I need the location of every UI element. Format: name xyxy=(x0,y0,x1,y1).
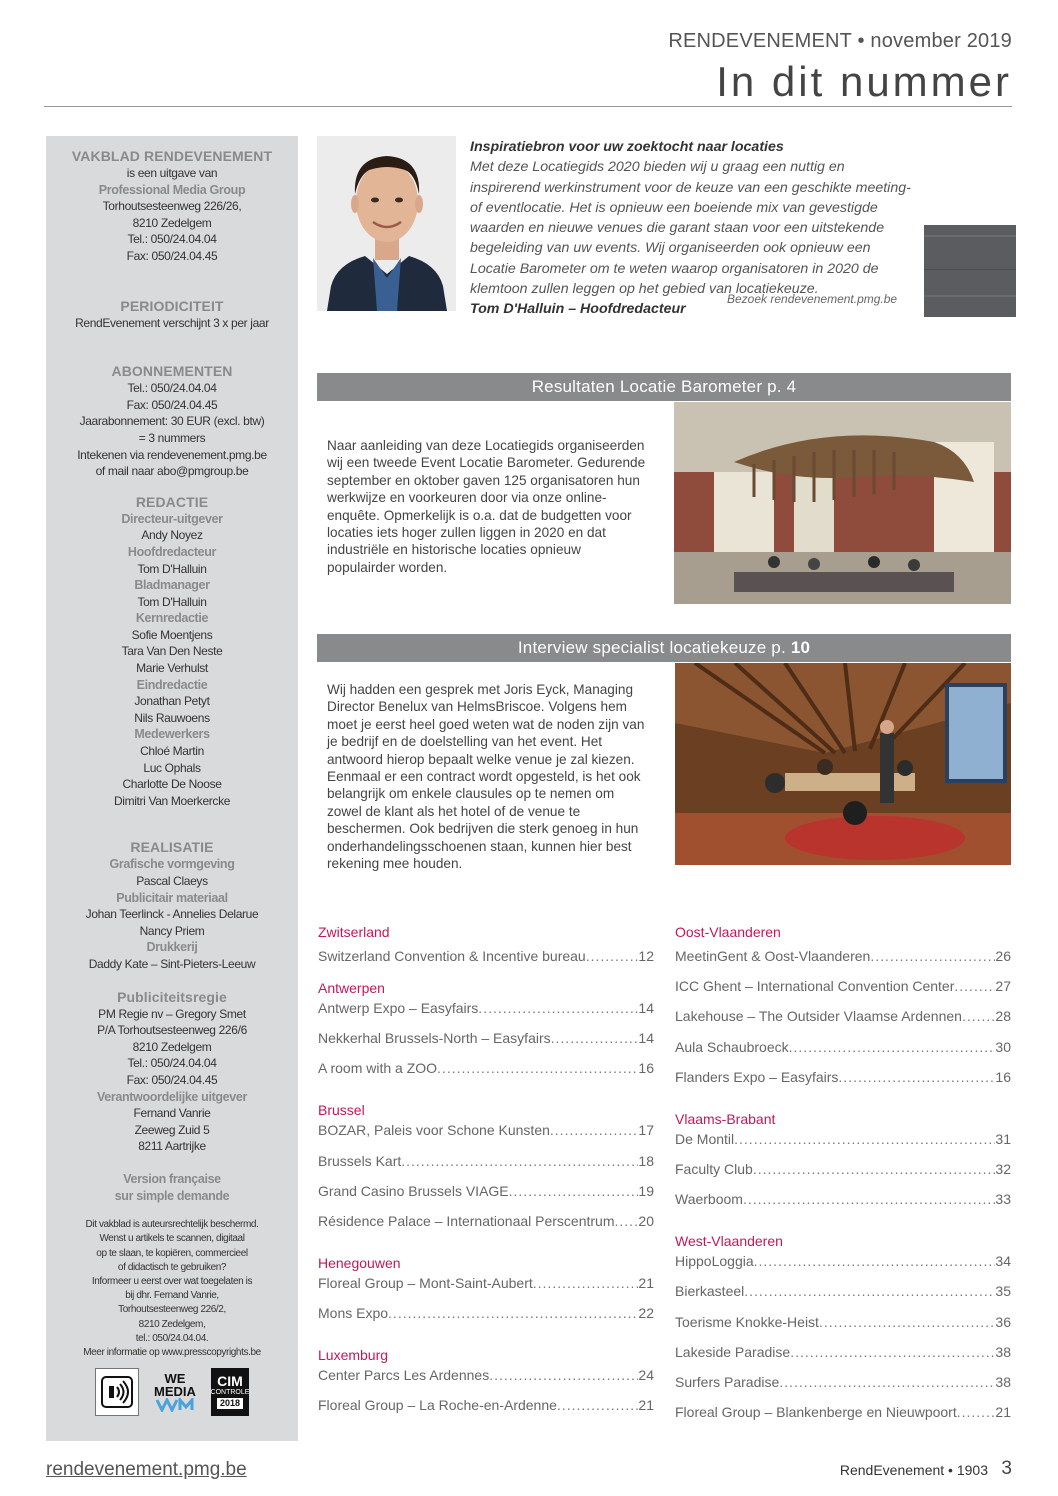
colophon-version xyxy=(52,1171,292,1204)
colophon-person: Chloé Martin xyxy=(140,744,204,759)
index-entry-name: Surfers Paradise xyxy=(675,1373,780,1390)
index-entry[interactable] xyxy=(675,948,1011,964)
index-entry-page: 18 xyxy=(638,1152,654,1169)
page-number: 3 xyxy=(1001,1458,1012,1479)
colophon-text: Fax: 050/24.04.45 xyxy=(126,248,218,263)
magazine-issue-line: RENDEVENEMENT • november 2019 xyxy=(668,30,1012,52)
index-region-heading: Henegouwen xyxy=(318,1254,401,1271)
index-entry-name: HippoLoggia xyxy=(675,1253,754,1270)
colophon-person: Jonathan Petyt xyxy=(134,694,210,709)
index-entry-name: A room with a ZOO xyxy=(318,1060,438,1077)
colophon-role: Kernredactie xyxy=(135,611,209,626)
index-entry-name: Antwerp Expo – Easyfairs xyxy=(318,1000,479,1016)
index-entry[interactable] xyxy=(675,1055,1011,1085)
colophon-text: 8210 Zedelgem xyxy=(132,215,212,230)
index-entry-name: Aula Schaubroeck xyxy=(675,1038,789,1055)
index-entry-page: 21 xyxy=(995,1404,1011,1421)
colophon-text: Jaarabonnement: 30 EUR (excl. btw) xyxy=(79,414,265,429)
index-entry-name: Faculty Club xyxy=(675,1160,753,1177)
index-entry-name: ICC Ghent – International Convention Center xyxy=(675,978,955,995)
we-media-logo xyxy=(151,1368,199,1416)
colophon-person: Fernand Vanrie xyxy=(133,1106,211,1121)
index-entry-name: BOZAR, Paleis voor Schone Kunsten xyxy=(318,1122,550,1139)
visit-website-note: Bezoek rendevenement.pmg.be xyxy=(727,292,898,306)
colophon-role: Grafische vormgeving xyxy=(109,857,235,872)
index-entry-page: 19 xyxy=(638,1182,654,1199)
colophon-text: Zeeweg Zuid 5 xyxy=(134,1122,210,1137)
colophon-person: Charlotte De Noose xyxy=(122,777,222,792)
copyright-line: Dit vakblad is auteursrechtelijk beschermd. xyxy=(85,1219,259,1231)
index-entry-page: 36 xyxy=(995,1313,1011,1330)
index-entry-page: 12 xyxy=(638,948,654,964)
index-entry[interactable] xyxy=(318,1383,654,1413)
colophon-person: Nancy Priem xyxy=(139,923,205,938)
index-entry-page: 32 xyxy=(995,1160,1011,1177)
colophon-heading: REALISATIE xyxy=(130,839,214,856)
index-entry-page: 38 xyxy=(995,1343,1011,1360)
index-entry-name: Résidence Palace – Internationaal Perscentrum xyxy=(318,1212,615,1229)
index-entry[interactable] xyxy=(675,1147,1011,1177)
index-entry-page: 31 xyxy=(995,1130,1011,1147)
index-entry-page: 22 xyxy=(638,1305,654,1322)
interview-summary: Wij hadden een gesprek met Joris Eyck, Managing Director Benelux van HelmsBriscoe. Volgens hem moet je eerst heel goed weten wat de noden zijn van je bedrijf en de doelstelling van het event. Het antwoord hierop bepaalt welke venue je zal kiezen. Eenmaal er een contract wordt opgesteld, is het ook belangrijk om enkele clausules op te nemen om zowel de klant als het hotel of de venue te beschermen. Ook bedrijven die sterk genoeg in hun onderhandelingsschoenen staan, kunnen hier best rekening mee houden. xyxy=(327,682,645,872)
barometer-summary: Naar aanleiding van deze Locatiegids organiseerden wij een tweede Event Locatie Barometer. Gedurende september en oktober gaven 125 organisatoren hun werkwijze en voorkeuren door via onze online-enquête. Opmerkelijk is o.a. dat de budgetten voor locaties iets hoger zullen liggen in 2020 en dat industriële en historische locaties opnieuw populairder worden. xyxy=(327,438,646,575)
index-entry-page: 35 xyxy=(995,1283,1011,1300)
index-entry[interactable] xyxy=(318,1275,654,1291)
colophon-role: Eindredactie xyxy=(136,677,208,692)
colophon-text: Fax: 050/24.04.45 xyxy=(126,397,218,412)
index-entry-name: Lakeside Paradise xyxy=(675,1343,791,1360)
copyright-line: of didactisch te gebruiken? xyxy=(117,1261,227,1273)
editorial-title: Inspiratiebron voor uw zoektocht naar locaties xyxy=(470,139,784,155)
we-media-logo-text: MEDIA xyxy=(154,1384,196,1400)
index-entry-name: Toerisme Knokke-Heist xyxy=(675,1313,819,1330)
colophon-vakblad xyxy=(52,148,292,265)
index-entry-page: 34 xyxy=(995,1253,1011,1270)
index-column-left xyxy=(318,922,654,1413)
index-column-right xyxy=(675,922,1011,1420)
index-entry-name: Floreal Group – Blankenberge en Nieuwpoort xyxy=(675,1404,957,1421)
index-region-heading: Luxemburg xyxy=(318,1347,389,1364)
index-entry-name: Floreal Group – La Roche-en-Ardenne xyxy=(318,1397,557,1414)
index-entry-page: 33 xyxy=(995,1191,1011,1208)
index-entry-name: MeetinGent & Oost-Vlaanderen xyxy=(675,948,871,964)
section-bar-label: Interview specialist locatiekeuze p. xyxy=(517,638,786,657)
colophon-heading: REDACTIE xyxy=(135,493,209,510)
colophon-text: Tel.: 050/24.04.04 xyxy=(127,232,217,247)
index-entry-name: Center Parcs Les Ardennes xyxy=(318,1367,490,1384)
index-entry-page: 16 xyxy=(638,1060,654,1077)
colophon-text: PM Regie nv – Gregory Smet xyxy=(98,1006,246,1021)
index-entry-page: 28 xyxy=(995,1008,1011,1025)
index-region-heading: Antwerpen xyxy=(318,980,385,996)
colophon-role: Verantwoordelijke uitgever xyxy=(97,1089,247,1104)
index-entry[interactable] xyxy=(318,1046,654,1076)
whale-skeleton-photo xyxy=(674,402,1011,604)
index-entry[interactable] xyxy=(318,948,654,964)
index-entry-page: 14 xyxy=(638,1000,654,1016)
index-entry-name: Waerboom xyxy=(675,1191,743,1208)
index-entry-page: 38 xyxy=(995,1373,1011,1390)
page-title: In dit nummer xyxy=(716,58,1012,105)
editor-portrait xyxy=(317,136,456,311)
colophon-text: 8211 Aartrijke xyxy=(138,1139,206,1154)
colophon-text: Tel.: 050/24.04.04 xyxy=(127,381,217,396)
index-entry[interactable] xyxy=(675,1360,1011,1390)
colophon-person: Tom D'Halluin xyxy=(137,561,207,576)
index-entry[interactable] xyxy=(675,1177,1011,1207)
cim-logo-text: CIM xyxy=(217,1372,243,1389)
colophon-heading: ABONNEMENTEN xyxy=(111,363,233,380)
copyright-line: Torhoutsesteenweg 226/2, xyxy=(118,1304,226,1316)
index-entry-name: Lakehouse – The Outsider Vlaamse Ardennen xyxy=(675,1008,962,1025)
colophon-text: = 3 nummers xyxy=(138,430,206,445)
index-region-heading: West-Vlaanderen xyxy=(675,1233,783,1250)
colophon-publiciteit xyxy=(52,989,292,1155)
index-entry-page: 17 xyxy=(638,1122,654,1139)
copyright-line: 8210 Zedelgem, xyxy=(138,1318,206,1330)
press-copyright-logo xyxy=(95,1368,139,1416)
colophon-text: of mail naar abo@pmgroup.be xyxy=(95,464,249,479)
index-entry-name: Switzerland Convention & Incentive bureau xyxy=(318,948,586,964)
copyright-line: tel.: 050/24.04.04. xyxy=(135,1332,209,1344)
colophon-abonnementen xyxy=(52,363,292,480)
index-entry-page: 30 xyxy=(995,1038,1011,1055)
meeting-attic-photo xyxy=(675,663,1011,865)
colophon-role: Drukkerij xyxy=(146,940,198,955)
index-entry[interactable] xyxy=(675,1253,1011,1269)
colophon-heading: Publiciteitsregie xyxy=(117,988,227,1005)
index-entry-name: Mons Expo xyxy=(318,1305,389,1322)
header-divider xyxy=(44,106,1012,107)
publisher-name: Professional Media Group xyxy=(98,182,246,197)
footer-website-link[interactable]: rendevenement.pmg.be xyxy=(46,1459,247,1480)
section-bar-barometer xyxy=(317,373,1011,401)
colophon-sidebar xyxy=(46,136,298,1441)
index-entry[interactable] xyxy=(318,1016,654,1046)
cim-logo-text: 2018 xyxy=(217,1398,243,1409)
index-entry-page: 26 xyxy=(995,948,1011,964)
copyright-line: bij dhr. Fernand Vanrie, xyxy=(125,1290,219,1302)
copyright-line: Wenst u artikels te scannen, digitaal xyxy=(99,1233,245,1245)
index-entry-page: 16 xyxy=(995,1068,1011,1085)
index-entry[interactable] xyxy=(675,964,1011,994)
colophon-role: Directeur-uitgever xyxy=(121,511,223,526)
footer-magazine-issue: RendEvenement • 1903 xyxy=(839,1462,988,1478)
section-bar-interview xyxy=(317,634,1011,662)
copyright-line: Informeer u eerst over wat toegelaten is xyxy=(91,1275,253,1287)
cim-logo xyxy=(211,1368,249,1416)
editorial-signature: Tom D'Halluin – Hoofdredacteur xyxy=(470,301,686,318)
colophon-text: Fax: 050/24.04.45 xyxy=(126,1072,218,1087)
section-bar-page: 4 xyxy=(786,377,797,396)
editorial-body: Met deze Locatiegids 2020 bieden wij u graag een nuttig en inspirerend werkinstrument voor de keuze van een geschikte meeting- of eventlocatie. Het is opnieuw een boeiende mix van gevestigde waarden en nieuwe venues die garant staan voor een uitstekende begeleiding van uw events. Wij organiseerden ook opnieuw een Locatie Barometer om te weten waarop organisatoren in 2020 de klemtoon zullen leggen op het gebied van locatiekeuze. xyxy=(470,159,911,298)
index-entry-page: 24 xyxy=(638,1367,654,1384)
index-entry-page: 14 xyxy=(638,1030,654,1047)
colophon-person: Daddy Kate – Sint-Pieters-Leeuw xyxy=(88,956,256,971)
colophon-person: Andy Noyez xyxy=(141,528,203,543)
colophon-text: Tel.: 050/24.04.04 xyxy=(127,1056,217,1071)
qr-code-image xyxy=(924,225,1016,317)
colophon-person: Tom D'Halluin xyxy=(137,594,207,609)
colophon-text: Intekenen via rendevenement.pmg.be xyxy=(77,447,267,462)
index-entry-page: 21 xyxy=(638,1274,654,1291)
index-entry[interactable] xyxy=(675,1131,1011,1147)
colophon-role: Publicitair materiaal xyxy=(116,890,228,905)
version-note: sur simple demande xyxy=(114,1188,230,1203)
index-entry[interactable] xyxy=(318,1122,654,1138)
index-entry-name: Flanders Expo – Easyfairs xyxy=(675,1068,839,1085)
index-entry-name: Brussels Kart xyxy=(318,1152,402,1169)
colophon-person: Tara Van Den Neste xyxy=(121,644,223,659)
index-entry[interactable] xyxy=(318,1199,654,1229)
colophon-role: Medewerkers xyxy=(134,727,210,742)
copyright-line: op te slaan, te kopiëren, commercieel xyxy=(96,1247,248,1259)
partner-logos xyxy=(52,1368,292,1416)
cim-logo-text: CONTROLE xyxy=(210,1388,250,1396)
colophon-text: Torhoutsesteenweg 226/26, xyxy=(102,199,242,214)
colophon-redactie xyxy=(52,494,292,810)
colophon-realisatie xyxy=(52,839,292,972)
colophon-person: Sofie Moentjens xyxy=(131,627,213,642)
index-entry[interactable] xyxy=(675,1330,1011,1360)
colophon-copyright xyxy=(52,1218,292,1360)
colophon-heading: VAKBLAD RENDEVENEMENT xyxy=(71,148,273,164)
colophon-person: Marie Verhulst xyxy=(136,661,208,676)
colophon-text: P/A Torhoutsesteenweg 226/6 xyxy=(97,1023,247,1038)
colophon-person: Dimitri Van Moerkercke xyxy=(113,793,231,808)
index-entry[interactable] xyxy=(675,994,1011,1024)
colophon-person: Luc Ophals xyxy=(143,760,201,775)
section-bar-label: Resultaten Locatie Barometer p. xyxy=(531,377,782,396)
index-entry-page: 21 xyxy=(638,1397,654,1414)
colophon-periodiciteit xyxy=(52,298,292,332)
colophon-person: Nils Rauwoens xyxy=(134,710,210,725)
section-bar-page: 10 xyxy=(790,638,811,657)
version-note: Version française xyxy=(123,1171,221,1186)
index-entry[interactable] xyxy=(318,1291,654,1321)
index-entry[interactable] xyxy=(675,1390,1011,1420)
index-entry-name: Bierkasteel xyxy=(675,1283,745,1300)
index-entry[interactable] xyxy=(318,1367,654,1383)
index-entry[interactable] xyxy=(675,1269,1011,1299)
colophon-text: 8210 Zedelgem xyxy=(132,1039,212,1054)
colophon-role: Hoofdredacteur xyxy=(127,544,217,559)
index-region-heading: Zwitserland xyxy=(318,924,390,940)
index-entry-name: Grand Casino Brussels VIAGE xyxy=(318,1182,509,1199)
index-region-heading: Vlaams-Brabant xyxy=(675,1110,776,1127)
index-entry[interactable] xyxy=(318,1169,654,1199)
we-media-logo-text: WE xyxy=(164,1371,186,1387)
index-entry-name: De Montil xyxy=(675,1130,735,1147)
index-entry-page: 20 xyxy=(638,1212,654,1229)
index-entry-page: 27 xyxy=(995,978,1011,995)
index-region-heading: Brussel xyxy=(318,1102,365,1119)
colophon-heading: PERIODICITEIT xyxy=(120,297,224,314)
colophon-role: Bladmanager xyxy=(134,578,210,593)
colophon-text: RendEvenement verschijnt 3 x per jaar xyxy=(75,315,269,330)
index-entry[interactable] xyxy=(318,1000,654,1016)
index-entry[interactable] xyxy=(318,1138,654,1168)
index-region-heading: Oost-Vlaanderen xyxy=(675,924,781,940)
colophon-person: Pascal Claeys xyxy=(136,874,208,888)
index-entry[interactable] xyxy=(675,1299,1011,1329)
index-entry-name: Nekkerhal Brussels-North – Easyfairs xyxy=(318,1030,551,1047)
colophon-text: is een uitgave van xyxy=(126,166,218,180)
index-entry[interactable] xyxy=(675,1024,1011,1054)
colophon-person: Johan Teerlinck - Annelies Delarue xyxy=(85,907,259,922)
copyright-line: Meer informatie op www.presscopyrights.be xyxy=(83,1346,261,1358)
index-entry-name: Floreal Group – Mont-Saint-Aubert xyxy=(318,1274,533,1291)
